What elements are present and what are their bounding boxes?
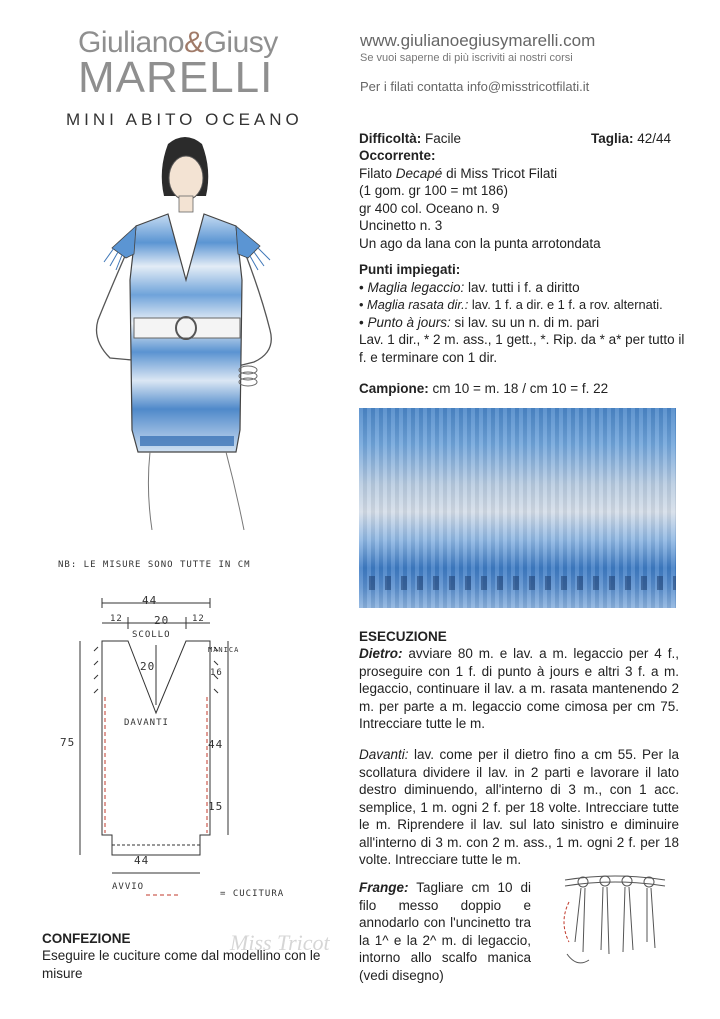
garment-schematic [50, 585, 320, 905]
materials-line5: Un ago da lana con la punta arrotondata [359, 235, 601, 251]
stitch-eyelet: • Punto à jours: si lav. su un n. di m. pari [359, 314, 600, 330]
seg-mid-label: 20 [154, 614, 170, 627]
difficulty: Difficoltà: Facile [359, 131, 462, 146]
fringe-instructions: Frange: Tagliare cm 10 di filo messo doppio e annodarlo con l'uncinetto tra la 1^ e la 2^ m. di legaccio, intorno allo scalfo manica (vedi disegno) [359, 880, 531, 983]
execution-heading: ESECUZIONE [359, 629, 447, 644]
back-instructions: Dietro: avviare 80 m. e lav. a m. legaccio per 4 f., proseguire con 1 f. di punto à jours e altri 3 f. a m. legaccio, continuare il lav. a m. rasata mantenendo 2 m. per parte a m. legaccio come cimosa per cm 75. Intrecciare tutte le m. [359, 646, 679, 731]
website-note: Se vuoi saperne di più iscriviti ai nostri corsi [360, 52, 573, 64]
watermark: Miss Tricot [230, 930, 330, 955]
materials-line3: gr 400 col. Oceano n. 9 [359, 200, 500, 216]
armhole-label: MANICA [208, 646, 240, 654]
materials-line1: Filato Decapé di Miss Tricot Filati [359, 165, 558, 181]
assembly-heading: CONFEZIONE [42, 931, 131, 946]
materials-line2: (1 gom. gr 100 = mt 186) [359, 183, 508, 198]
materials-line4: Uncinetto n. 3 [359, 218, 443, 233]
width-top-label: 44 [142, 594, 158, 607]
width-bottom-label: 44 [134, 854, 150, 867]
materials-block [359, 147, 689, 252]
brand-name-line1: Giuliano&Giusy [78, 26, 278, 59]
dress-illustration [40, 130, 330, 530]
yarn-contact: Per i filati contatta info@misstricotfilati.it [360, 79, 590, 94]
cast-on-label: AVVIO [112, 882, 145, 892]
fringe-diagram [555, 872, 675, 972]
stitch-garter: • Maglia legaccio: lav. tutti i f. a diritto [359, 279, 580, 295]
neck-depth-label: 20 [140, 660, 156, 673]
seg-left-label: 12 [110, 614, 123, 624]
stitch-eyelet-detail: Lav. 1 dir., * 2 m. ass., 1 gett., *. Rip. da * a* per tutto il f. e terminare con 1 dir. [359, 332, 685, 365]
assembly-text: Eseguire le cuciture come dal modellino con le misure [42, 948, 321, 981]
armhole-value: 16 [210, 668, 223, 678]
neck-label: SCOLLO [132, 630, 171, 640]
gauge: Campione: cm 10 = m. 18 / cm 10 = f. 22 [359, 381, 609, 396]
side-upper-label: 44 [208, 738, 224, 751]
materials-heading: Occorrente: [359, 148, 436, 163]
stitches-block [359, 261, 689, 366]
front-instructions: Davanti: lav. come per il dietro fino a cm 55. Per la scollatura dividere il lav. in 2 parti e lavorare il lato destro diminuendo, all'interno di 3 m., con 1 acc. semplice, 1 m. ogni 2 f. per 18 volte. Intrecciare tutte le m. Riprendere il lav. sul lato sinistro e diminuire all'interno di 3 m. con 2 m. ass., 1 m. ogni 2 f. per 18 volte. Intrecciare tutte le m. [359, 747, 679, 867]
seam-legend: = CUCITURA [220, 889, 285, 899]
pattern-title: MINI ABITO OCEANO [66, 110, 303, 129]
stitch-stockinette: • Maglia rasata dir.: lav. 1 f. a dir. e 1 f. a rov. alternati. [359, 297, 663, 312]
measurements-note: NB: LE MISURE SONO TUTTE IN CM [58, 560, 251, 570]
stitches-heading: Punti impiegati: [359, 262, 461, 277]
front-label: DAVANTI [124, 718, 169, 728]
brand-name-line2: MARELLI [78, 53, 274, 102]
size: Taglia: 42/44 [591, 131, 672, 146]
seg-right-label: 12 [192, 614, 205, 624]
total-length-label: 75 [60, 736, 76, 749]
side-lower-label: 15 [208, 800, 224, 813]
website-link[interactable]: www.giulianoegiusymarelli.com [360, 31, 596, 50]
gauge-swatch-photo [359, 408, 676, 608]
